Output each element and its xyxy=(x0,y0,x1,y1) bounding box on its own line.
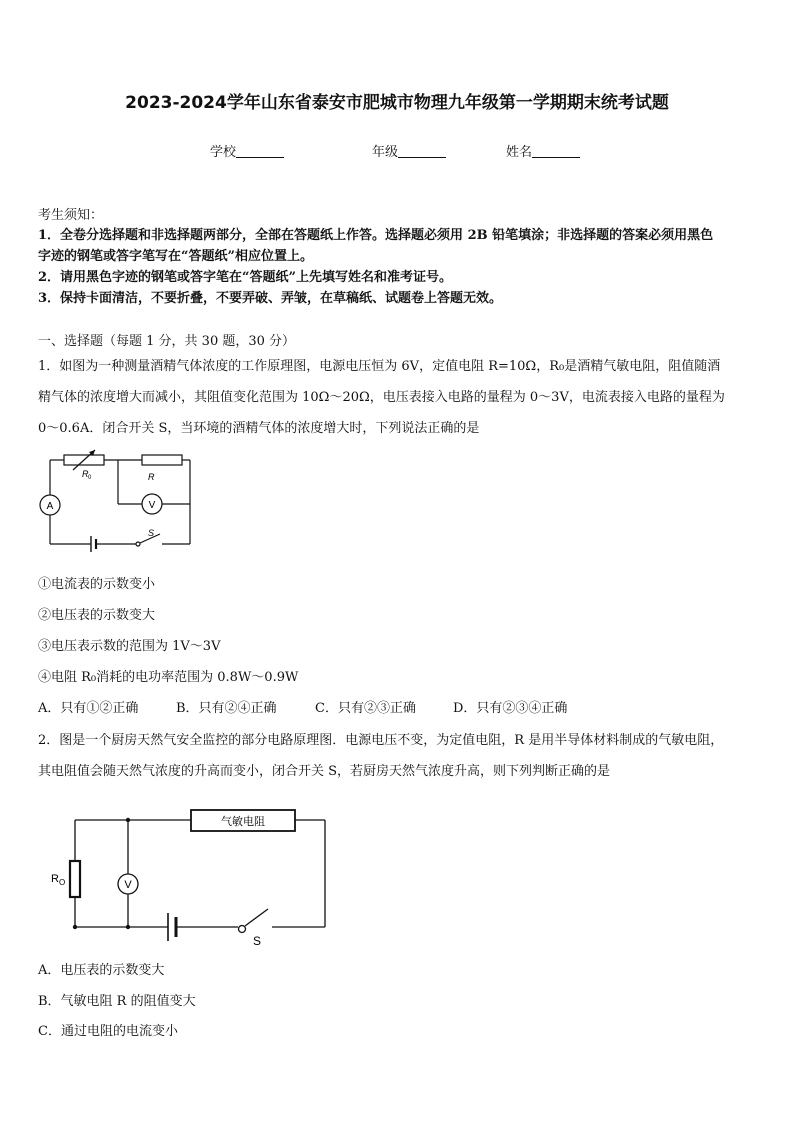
notice-line-3: 2．请用黑色字迹的钢笔或答字笔在“答题纸”上先填写姓名和准考证号。 xyxy=(38,270,453,285)
grade-label: 年级 xyxy=(372,145,399,160)
q1-statement-1: ①电流表的示数变小 xyxy=(38,577,156,592)
q1-option-b[interactable]: B．只有②④正确 xyxy=(176,701,277,716)
page-title: 2023-2024学年山东省泰安市肥城市物理九年级第一学期期末统考试题 xyxy=(125,93,669,113)
q2-sensor-label: 气敏电阻 xyxy=(221,816,265,828)
q1-circuit-diagram xyxy=(36,446,198,554)
q2-voltmeter-label: V xyxy=(124,879,132,891)
q2-line-2: 其电阻值会随天然气浓度的升高而变小，闭合开关 S，若厨房天然气浓度升高，则下列判断正确的是 xyxy=(38,764,611,779)
q1-option-c[interactable]: C．只有②③正确 xyxy=(315,701,416,716)
grade-field[interactable] xyxy=(372,141,446,160)
grade-blank[interactable] xyxy=(398,144,446,158)
q1-statement-3: ③电压表示数的范围为 1V～3V xyxy=(38,639,221,654)
q2-r0-resistor xyxy=(70,861,80,897)
school-blank[interactable] xyxy=(236,144,284,158)
q1-line-2: 精气体的浓度增大而减小，其阻值变化范围为 10Ω～20Ω，电压表接入电路的量程为 0～3V，电流表接入电路的量程为 xyxy=(38,390,725,405)
q2-r0-subscript: O xyxy=(59,878,66,887)
q2-option-c[interactable]: C．通过电阻的电流变小 xyxy=(38,1024,178,1039)
q1-r0-subscript: 0 xyxy=(88,475,92,481)
notice-heading: 考生须知： xyxy=(38,208,104,223)
q2-option-a[interactable]: A．电压表的示数变大 xyxy=(38,963,165,978)
q1-r0-label: R xyxy=(82,469,89,479)
q1-line-3: 0～0.6A．闭合开关 S，当环境的酒精气体的浓度增大时，下列说法正确的是 xyxy=(38,421,480,436)
q1-ammeter-label: A xyxy=(46,501,54,512)
q1-statement-2: ②电压表的示数变大 xyxy=(38,608,156,623)
q1-option-a[interactable]: A．只有①②正确 xyxy=(38,701,139,716)
q2-r0-label: R xyxy=(51,873,59,885)
notice-line-1: 1．全卷分选择题和非选择题两部分，全部在答题纸上作答。选择题必须用 2B 铅笔填涂；非选择题的答案必须用黑色 xyxy=(38,228,714,243)
q1-r-resistor xyxy=(142,455,182,465)
q2-switch-label: S xyxy=(253,934,262,948)
q1-line-1: 1．如图为一种测量酒精气体浓度的工作原理图，电源电压恒为 6V，定值电阻 R=10Ω，R₀是酒精气敏电阻，阻值随酒 xyxy=(38,359,721,374)
name-label: 姓名 xyxy=(506,145,533,160)
name-blank[interactable] xyxy=(532,144,580,158)
q2-line-1: 2．图是一个厨房天然气安全监控的部分电路原理图．电源电压不变，为定值电阻，R 是用半导体材料制成的气敏电阻， xyxy=(38,733,724,748)
q1-switch-label: S xyxy=(148,528,155,538)
q1-voltmeter-label: V xyxy=(148,500,156,511)
q1-r-label: R xyxy=(148,472,155,482)
notice-line-4: 3．保持卡面清洁，不要折叠，不要弄破、弄皱，在草稿纸、试题卷上答题无效。 xyxy=(38,291,503,306)
school-field[interactable] xyxy=(210,141,284,160)
school-label: 学校 xyxy=(210,145,237,160)
q2-circuit-diagram xyxy=(48,805,334,950)
q2-option-b[interactable]: B．气敏电阻 R 的阻值变大 xyxy=(38,994,196,1009)
q1-statement-4: ④电阻 R₀消耗的电功率范围为 0.8W～0.9W xyxy=(38,670,299,685)
notice-line-2: 字迹的钢笔或答字笔写在“答题纸”相应位置上。 xyxy=(38,249,313,264)
q1-option-d[interactable]: D．只有②③④正确 xyxy=(453,701,568,716)
section-heading: 一、选择题（每题 1 分，共 30 题，30 分） xyxy=(38,334,296,349)
name-field[interactable] xyxy=(506,141,580,160)
